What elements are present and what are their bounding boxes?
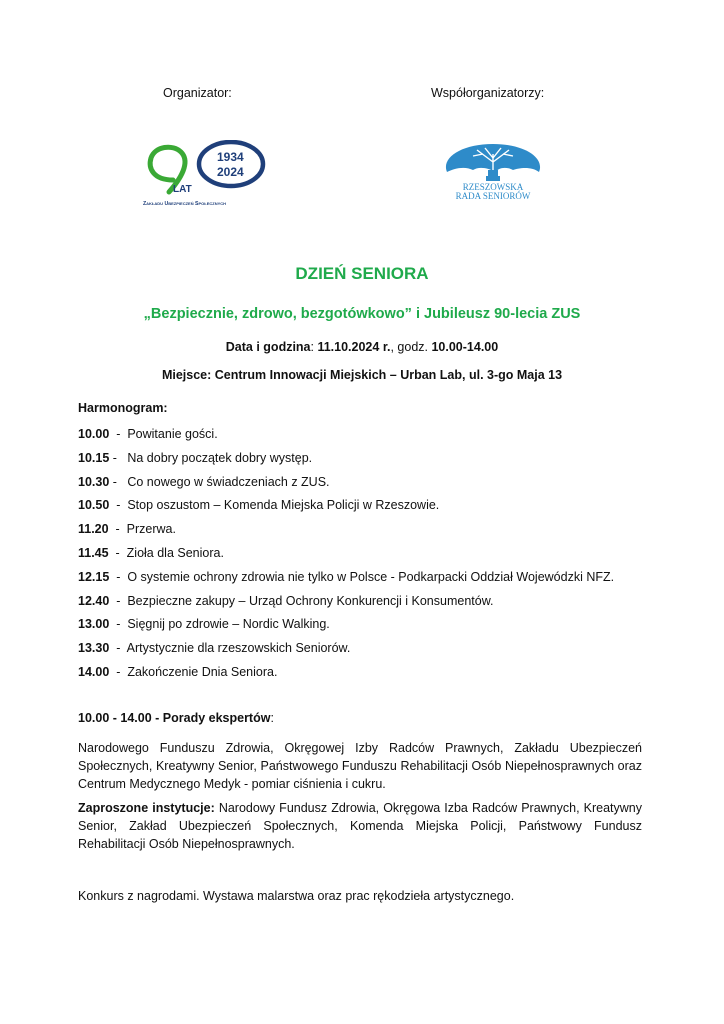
- schedule-text: Zakończenie Dnia Seniora.: [127, 665, 278, 679]
- logo-zero-shape: [199, 142, 263, 186]
- schedule-item: [78, 570, 614, 584]
- schedule-separator: -: [108, 522, 127, 537]
- logo-year-start: 1934: [217, 150, 244, 164]
- invited-text: Narodowy Fundusz Zdrowia, Okręgowa Izba Radców Prawnych, Kreatywny Senior, Zakład Ubezpieczeń Społecznych, Komenda Miejska Policji, Państwowy Fundusz Rehabilitacji Osób Niepełnosprawnych.: [78, 801, 642, 851]
- schedule-item: [78, 617, 330, 631]
- logo-emblem: [486, 176, 500, 181]
- schedule-text: Na dobry początek dobry występ.: [127, 450, 313, 465]
- schedule-item: [78, 522, 176, 536]
- schedule-item: [78, 665, 277, 679]
- schedule-text: Zioła dla Seniora.: [126, 546, 224, 560]
- date-mid: , godz.: [390, 340, 432, 354]
- schedule-text: Bezpieczne zakupy – Urząd Ochrony Konkurencji i Konsumentów.: [127, 593, 494, 608]
- coorganizers-label: Współorganizatorzy:: [431, 86, 545, 100]
- invited-label: Zaproszone instytucje:: [78, 801, 215, 815]
- schedule-item: [78, 427, 218, 441]
- schedule-text: Artystycznie dla rzeszowskich Seniorów.: [126, 641, 351, 656]
- logo-lat: LAT: [173, 184, 192, 195]
- logo-rada-line1: RZESZOWSKA: [462, 182, 524, 192]
- footer-note: Konkurs z nagrodami. Wystawa malarstwa oraz prac rękodzieła artystycznego.: [78, 889, 515, 903]
- schedule-item: [78, 451, 312, 465]
- hours-value: 10.00-14.00: [431, 340, 499, 354]
- schedule-separator: -: [109, 450, 128, 465]
- invited-paragraph: [78, 799, 642, 853]
- experts-heading: 10.00 - 14.00 - Porady ekspertów: [78, 711, 271, 725]
- schedule-item: [78, 641, 350, 655]
- date-value: 11.10.2024 r.: [317, 340, 391, 354]
- experts-colon: :: [270, 711, 274, 725]
- zus-90-logo: [143, 140, 273, 212]
- schedule-separator: -: [108, 546, 127, 560]
- schedule-separator: -: [109, 641, 127, 656]
- schedule-time: 10.15: [78, 450, 110, 465]
- organizer-label: Organizator:: [163, 86, 232, 100]
- page-title: DZIEŃ SENIORA: [295, 264, 429, 283]
- rada-seniorow-logo: [433, 140, 553, 202]
- schedule-text: Przerwa.: [126, 522, 176, 537]
- schedule-separator: -: [109, 427, 128, 441]
- date-label: Data i godzina: [225, 340, 311, 354]
- schedule-heading: Harmonogram:: [78, 401, 168, 415]
- schedule-item: [78, 475, 330, 489]
- date-colon: :: [310, 340, 318, 354]
- schedule-time: 10.00: [78, 427, 110, 441]
- date-line: [0, 340, 724, 354]
- schedule-text: Powitanie gości.: [127, 427, 218, 441]
- logo-rada-line2: RADA SENIORÓW: [455, 191, 531, 201]
- schedule-separator: -: [109, 665, 128, 679]
- schedule-time: 10.30: [78, 474, 110, 489]
- place-line: Miejsce: Centrum Innowacji Miejskich – Urban Lab, ul. 3-go Maja 13: [161, 368, 563, 382]
- schedule-time: 10.50: [78, 498, 110, 513]
- schedule-text: O systemie ochrony zdrowia nie tylko w Polsce - Podkarpacki Oddział Wojewódzki NFZ.: [127, 569, 615, 584]
- schedule-item: [78, 498, 439, 512]
- schedule-time: 11.20: [78, 522, 109, 537]
- experts-text: Narodowego Funduszu Zdrowia, Okręgowej Izby Radców Prawnych, Zakładu Ubezpieczeń Społecznych, Kreatywny Senior, Państwowego Funduszu Rehabilitacji Osób Niepełnosprawnych oraz Centrum Medycznego Medyk - pomiar ciśnienia i cukru.: [78, 741, 642, 791]
- schedule-separator: -: [109, 569, 128, 584]
- schedule-text: Co nowego w świadczeniach z ZUS.: [127, 474, 330, 489]
- schedule-item: [78, 594, 494, 608]
- schedule-item: [78, 546, 224, 560]
- schedule-time: 12.40: [78, 593, 110, 608]
- schedule-time: 13.30: [78, 641, 110, 656]
- experts-heading-line: [78, 711, 274, 725]
- schedule-text: Stop oszustom – Komenda Miejska Policji w Rzeszowie.: [127, 498, 440, 513]
- schedule-time: 12.15: [78, 569, 110, 584]
- schedule-separator: -: [109, 474, 128, 489]
- logo-year-end: 2024: [217, 165, 244, 179]
- schedule-separator: -: [109, 593, 128, 608]
- schedule-time: 14.00: [78, 665, 110, 679]
- schedule-separator: -: [109, 498, 128, 513]
- schedule-separator: -: [109, 617, 128, 632]
- schedule-text: Sięgnij po zdrowie – Nordic Walking.: [127, 617, 330, 632]
- logo-zus-name: Zakładu Ubezpieczeń Społecznych: [143, 201, 227, 207]
- page-subtitle: „Bezpiecznie, zdrowo, bezgotówkowo” i Jubileusz 90-lecia ZUS: [143, 306, 581, 322]
- schedule-time: 13.00: [78, 617, 110, 632]
- schedule-time: 11.45: [78, 546, 109, 560]
